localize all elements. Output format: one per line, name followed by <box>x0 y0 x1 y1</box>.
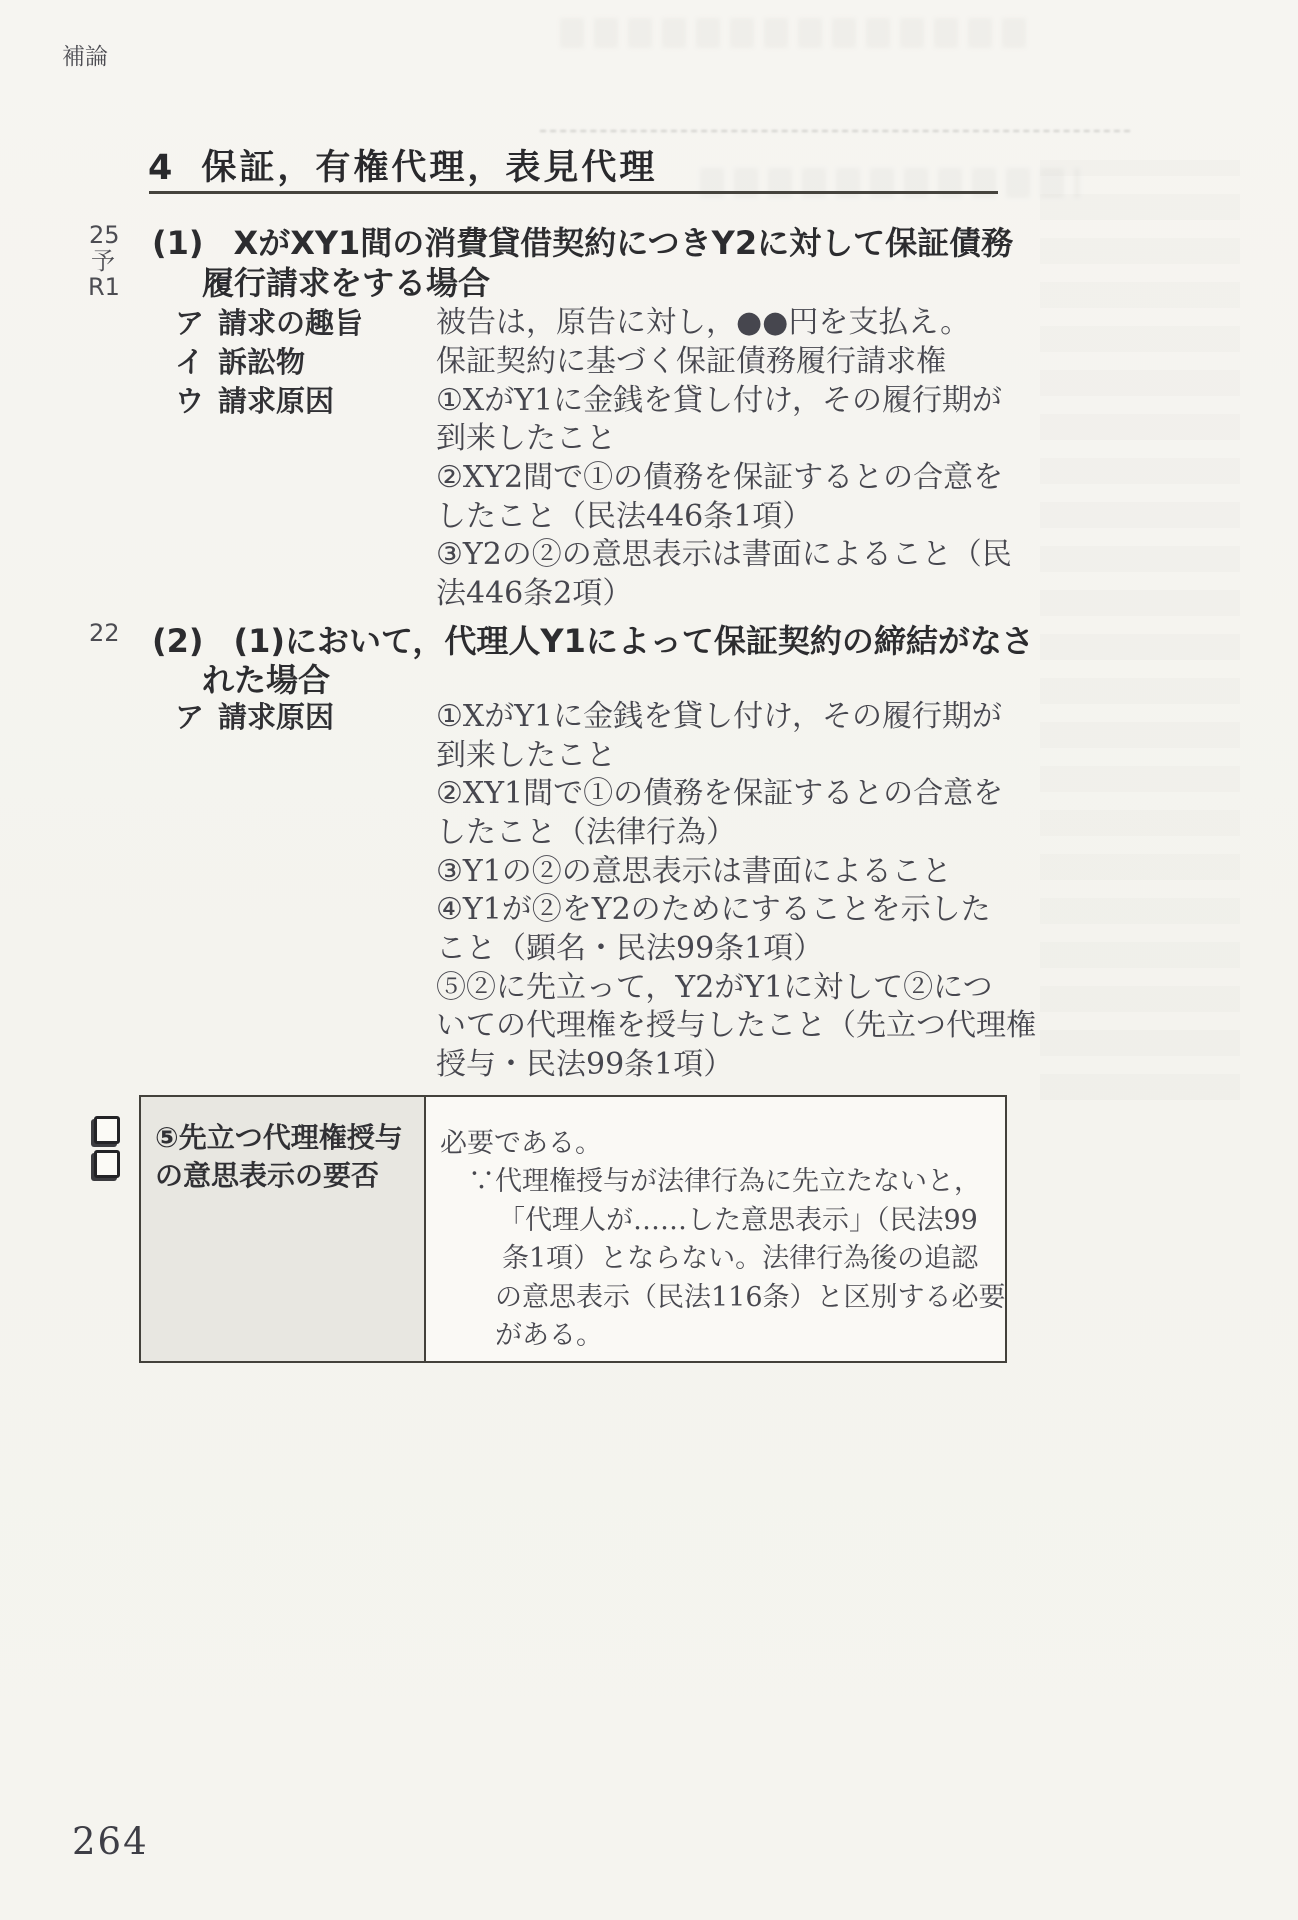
section2-heading-text: (1)において，代理人Y1によって保証契約の締結がなさ <box>233 622 1034 660</box>
table-answer-line: 必要である。 <box>440 1128 602 1159</box>
row-content-line: ③Y2の②の意思表示は書面によること（民 <box>436 537 1012 572</box>
title-text: 保証，有権代理，表見代理 <box>201 148 658 188</box>
title-number: 4 <box>148 148 176 188</box>
section2-marker: (2) <box>152 622 204 660</box>
row-content-line: ②XY2間で①の債務を保証するとの合意を <box>436 460 1004 495</box>
row-content-line: いての代理権を授与したこと（先立つ代理権 <box>436 1008 1036 1043</box>
row-kana: ア <box>175 306 205 340</box>
margin-note-exam-year: R1 <box>88 273 120 301</box>
row-content-line: 到来したこと <box>436 738 616 773</box>
bleedthrough-artifact <box>560 18 1030 48</box>
row-label: 請求の趣旨 <box>218 306 364 340</box>
row-content-line: 法446条2項） <box>436 576 633 611</box>
section1-marker: (1) <box>152 224 204 262</box>
row-kana: イ <box>175 345 205 379</box>
row-content-line: ④Y1が②をY2のためにすることを示した <box>436 892 991 927</box>
row-kana: ウ <box>175 384 205 418</box>
page-number: 264 <box>72 1820 149 1863</box>
row-content-line: したこと（民法446条1項） <box>436 499 813 534</box>
row-content-line: ①XがY1に金銭を貸し付け，その履行期が <box>436 699 1002 734</box>
table-answer-line: の意思表示（民法116条）と区別する必要 <box>495 1282 1006 1313</box>
section2-heading-line1 <box>152 622 1034 660</box>
page-title <box>148 148 657 188</box>
row-content-line: 授与・民法99条1項） <box>436 1047 734 1082</box>
row-content-line: 到来したこと <box>436 421 616 456</box>
table-answer-line: 「代理人が……した意思表示」（民法99 <box>498 1205 978 1236</box>
margin-note-exam-year: 予 <box>91 247 115 275</box>
row-label: 訴訟物 <box>218 345 306 379</box>
title-underline <box>149 191 998 194</box>
section1-heading-line2: 履行請求をする場合 <box>202 264 491 302</box>
row-content-line: こと（顕名・民法99条1項） <box>436 931 824 966</box>
margin-note-exam-year: 25 <box>89 221 120 249</box>
row-content-line: ②XY1間で①の債務を保証するとの合意を <box>436 776 1004 811</box>
table-question-line: の意思表示の要否 <box>155 1159 380 1192</box>
row-content-line: ③Y1の②の意思表示は書面によること <box>436 854 952 889</box>
row-content-line: 保証契約に基づく保証債務履行請求権 <box>436 344 946 379</box>
margin-note-exam-year: 22 <box>89 619 120 647</box>
row-kana: ア <box>175 700 205 734</box>
row-content-line: したこと（法律行為） <box>436 815 736 850</box>
row-label: 請求原因 <box>218 384 335 418</box>
table-answer-line: 条1項）とならない。法律行為後の追認 <box>502 1243 979 1274</box>
bleedthrough-artifact <box>540 130 1130 132</box>
checkbox <box>94 1116 120 1144</box>
table-question-line: ⑤先立つ代理権授与 <box>155 1121 403 1154</box>
row-label: 請求原因 <box>218 700 335 734</box>
row-content-line: ①XがY1に金銭を貸し付け，その履行期が <box>436 383 1002 418</box>
row-content-line: ⑤②に先立って，Y2がY1に対して②につ <box>436 970 993 1005</box>
page-header: 補論 <box>62 44 108 70</box>
table-answer-line: がある。 <box>495 1320 603 1351</box>
section1-heading-text: XがXY1間の消費貸借契約につきY2に対して保証債務 <box>233 224 1014 262</box>
bleedthrough-artifact <box>1040 160 1240 1100</box>
table-answer-line: ∵代理権授与が法律行為に先立たないと， <box>468 1166 981 1197</box>
row-content-line: 被告は，原告に対し，●●円を支払え。 <box>436 305 971 340</box>
section2-heading-line2: れた場合 <box>202 661 331 699</box>
section1-heading-line1 <box>152 224 1013 262</box>
checkbox <box>94 1150 120 1178</box>
